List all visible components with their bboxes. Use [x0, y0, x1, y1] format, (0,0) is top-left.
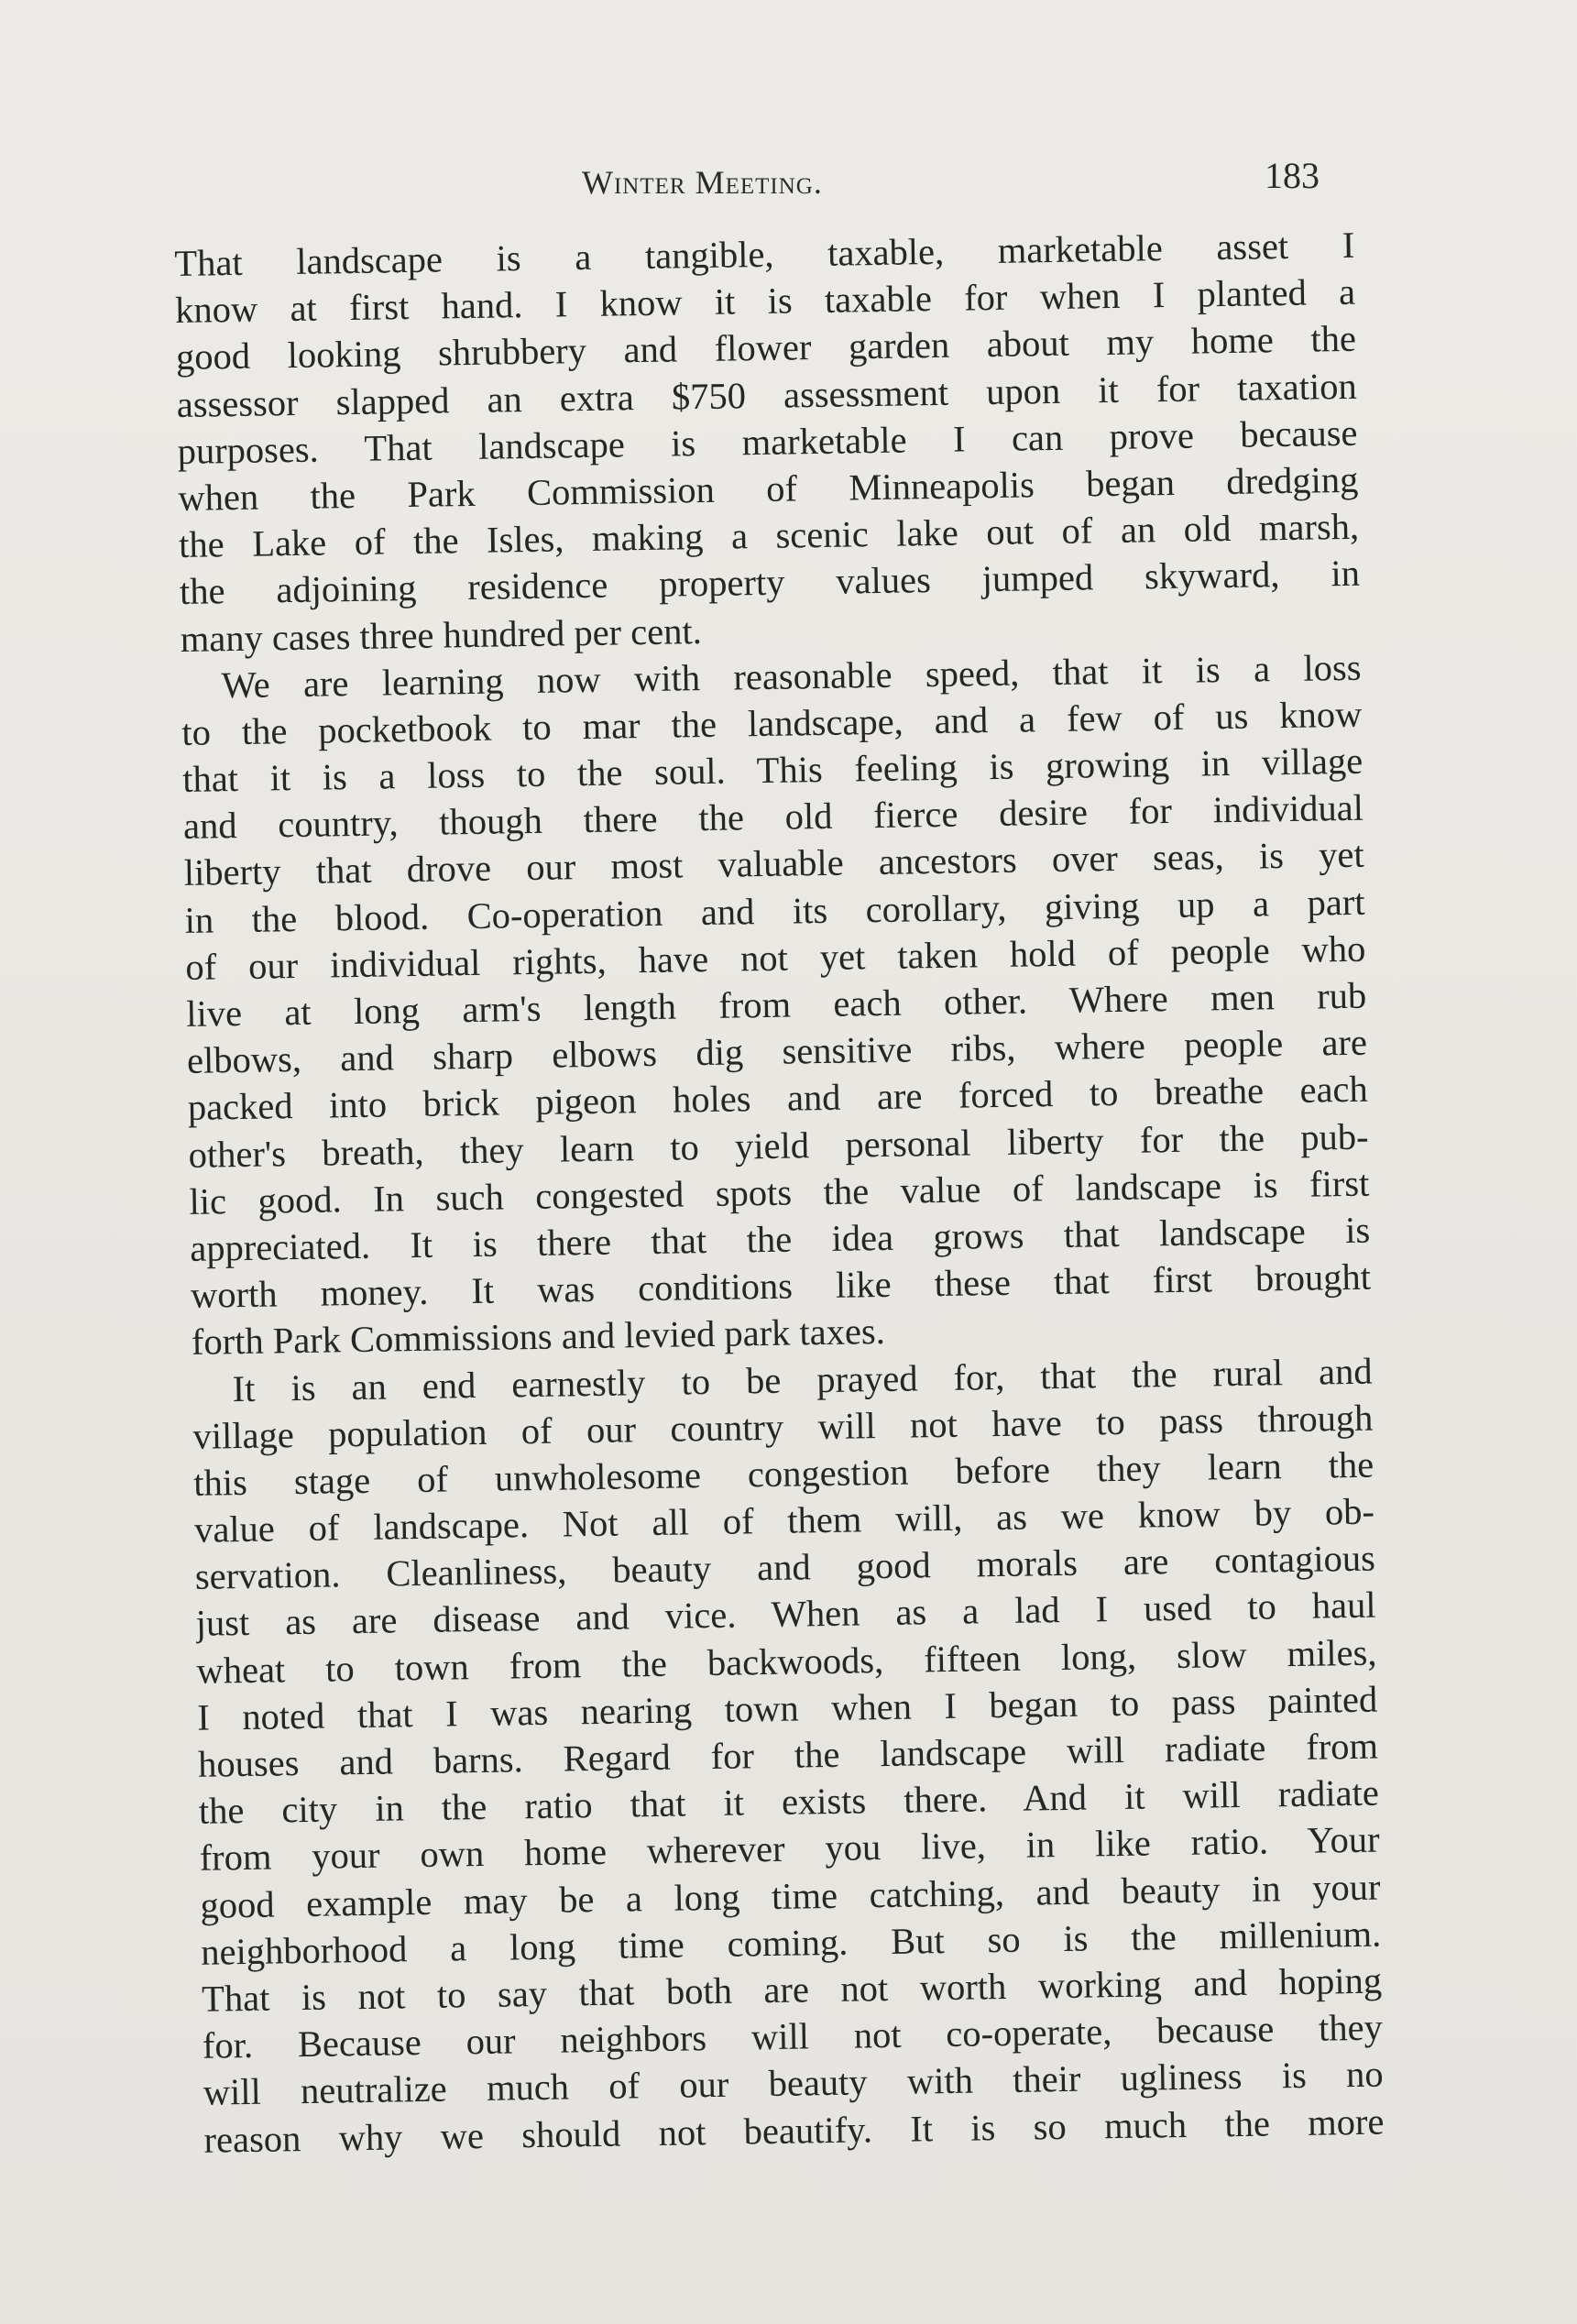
text-line: We are learning now with reasonable speed, that it is a loss: [221, 646, 1362, 706]
text-line: will neutralize much of our beauty with their ugliness is no: [203, 2053, 1384, 2114]
text-line: servation. Cleanliness, beauty and good morals are contagious: [194, 1537, 1376, 1598]
text-line: this stage of unwholesome congestion before they learn the: [192, 1443, 1374, 1504]
text-line: live at long arm's length from each other. Where men rub: [185, 974, 1367, 1035]
page-number: 183: [1265, 155, 1320, 196]
text-line: It is an end earnestly to be prayed for, that the rural and: [232, 1350, 1373, 1409]
text-line: liberty that drove our most valuable ancestors over seas, is yet: [183, 834, 1365, 894]
text-line: in the blood. Co-operation and its corollary, giving up a part: [184, 881, 1365, 941]
text-line: appreciated. It is there that the idea grows that landscape is: [189, 1209, 1371, 1269]
text-line: to the pocketbook to mar the landscape, and a few of us know: [181, 693, 1363, 753]
text-line: houses and barns. Regard for the landscape will radiate from: [197, 1725, 1379, 1785]
text-line: just as are disease and vice. When as a lad I used to haul: [195, 1584, 1376, 1645]
text-line: the adjoining residence property values jumped skyward, in: [179, 553, 1361, 613]
text-line: the Lake of the Isles, making a scenic lake out of an old marsh,: [178, 505, 1360, 566]
text-line: of our individual rights, have not yet taken hold of people who: [185, 927, 1366, 988]
text-line: and country, though there the old fierce desire for individual: [182, 786, 1364, 848]
page-header: [174, 154, 1320, 200]
text-line: That landscape is a tangible, taxable, marketable asset I: [174, 224, 1355, 284]
text-line: elbows, and sharp elbows dig sensitive ribs, where people are: [186, 1021, 1368, 1082]
text-line: from your own home wherever you live, in like ratio. Your: [199, 1818, 1380, 1880]
text-line: good looking shrubbery and flower garden about my home the: [175, 318, 1357, 378]
text-line: I noted that I was nearing town when I began to pass painted: [196, 1678, 1378, 1738]
running-title: Winter Meeting.: [582, 164, 823, 201]
text-line: neighborhood a long time coming. But so is the millenium.: [200, 1913, 1382, 1973]
text-line: other's breath, they learn to yield personal liberty for the pub-: [188, 1115, 1369, 1176]
text-line: wheat to town from the backwoods, fifteen long, slow miles,: [196, 1631, 1377, 1692]
text-line: worth money. It was conditions like these that first brought: [190, 1255, 1372, 1316]
text-line: packed into brick pigeon holes and are forced to breathe each: [187, 1069, 1369, 1129]
text-line: lic good. In such congested spots the value of landscape is first: [189, 1162, 1370, 1222]
text-line: for. Because our neighbors will not co-operate, because they: [202, 2006, 1384, 2066]
text-line: value of landscape. Not all of them will, as we know by ob-: [193, 1490, 1375, 1551]
text-line: assessor slapped an extra $750 assessment upon it for taxation: [176, 365, 1358, 425]
text-line: That is not to say that both are not worth working and hoping: [201, 1959, 1383, 2020]
text-line: village population of our country will not have to pass through: [192, 1397, 1374, 1457]
text-line: good example may be a long time catching, and beauty in your: [200, 1866, 1381, 1926]
text-line: many cases three hundred per cent.: [180, 609, 703, 660]
text-line: when the Park Commission of Minneapolis began dredging: [178, 458, 1359, 519]
text-line: forth Park Commissions and levied park taxes.: [191, 1310, 886, 1364]
body-text: [174, 222, 1385, 2164]
text-line: that it is a loss to the soul. This feeling is growing in village: [181, 740, 1363, 800]
text-line: the city in the ratio that it exists there. And it will radiate: [198, 1771, 1380, 1832]
text-line: purposes. That landscape is marketable I can prove because: [177, 411, 1358, 472]
text-line: know at first hand. I know it is taxable for when I planted a: [174, 270, 1356, 332]
text-line: reason why we should not beautify. It is so much the more: [203, 2100, 1385, 2161]
